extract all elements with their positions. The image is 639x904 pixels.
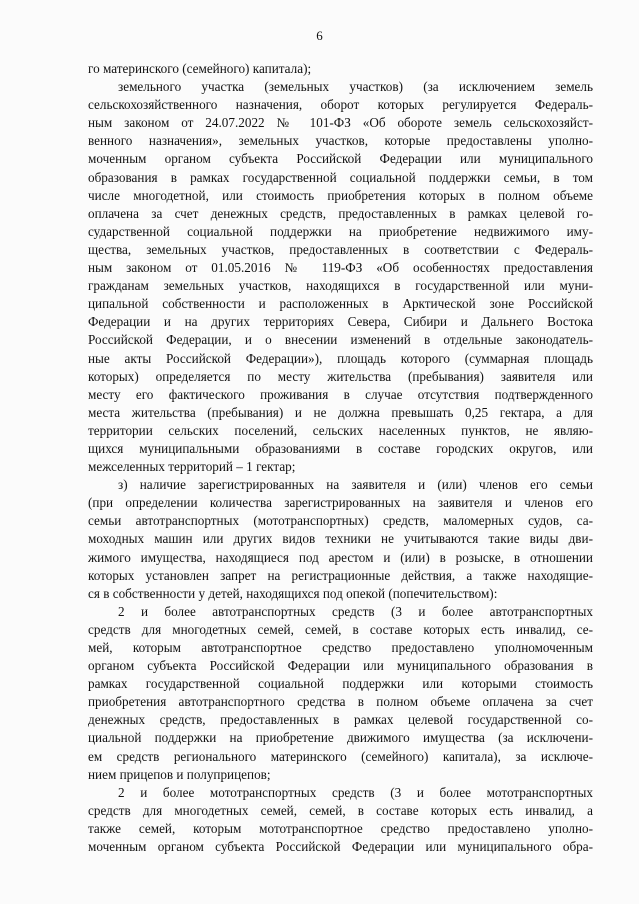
text-line: территории сельских поселений, сельских населенных пунктов, не являю- [88,422,593,438]
text-line: ем средств регионального материнского (семейного) капитала), за исключе- [88,748,593,764]
page-number: 6 [316,28,323,43]
text-line: средств для многодетных семей, семей, в составе которых есть инвалид, а [88,802,593,818]
text-line: ные акты Российской Федерации»), площадь которого (суммарная площадь [88,350,593,366]
text-line: оплачена за счет денежных средств, предоставленных в рамках целевой го- [88,205,593,221]
text-line: ципальной собственности и расположенных в Арктической зоне Российской [88,296,593,312]
text-line: щества, земельных участков, предоставленных в соответствии с Федераль- [88,241,593,257]
text-line: которых) определяется по месту жительства (пребывания) заявителя или [88,368,593,384]
text-line: органом субъекта Российской Федерации или муниципального образования в [88,658,593,674]
text-line: числе многодетной, или стоимость приобретения которых в полном объеме [88,187,593,203]
text-line: щихся муниципальными образованиями в составе городских округов, или [88,440,593,456]
text-line: также семей, которым мототранспортное средство предоставлено уполно- [88,820,593,836]
text-line: межселенных территорий – 1 гектар; [88,459,296,475]
document-body [88,60,593,856]
text-line: го материнского (семейного) капитала); [88,61,312,76]
text-line: ным законом от 24.07.2022 № 101-ФЗ «Об обороте земель сельскохозяйст- [88,115,593,131]
text-line: рамках государственной социальной поддержки или которыми стоимость [88,676,593,692]
text-line: образования в рамках государственной социальной поддержки семьи, в том [88,169,593,185]
text-line: венного назначения», земельных участков, которые предоставлены уполно- [88,133,593,149]
text-line: места жительства (пребывания) и не должна превышать 0,25 гектара, а для [88,404,593,420]
text-line: (при определении количества зарегистрированных на заявителя и членов его [88,495,593,511]
text-line: ся в собственности у детей, находящихся под опекой (попечительством): [88,585,498,601]
text-line: приобретения автотранспортного средства в полном объеме оплачена за счет [88,694,593,710]
text-line: моходных машин или других видов техники не учитываются такие виды дви- [88,531,593,547]
text-line: земельного участка (земельных участков) (за исключением земель [118,79,593,95]
text-line: денежных средств, предоставленных в рамках целевой государственной со- [88,712,593,728]
text-line: ным законом от 01.05.2016 № 119-ФЗ «Об особенностях предоставления [88,260,593,276]
text-line: гражданам земельных участков, находящихся в государственной или муни- [88,278,593,294]
text-line: моченным органом субъекта Российской Федерации или муниципального обра- [88,839,593,855]
text-line: 2 и более автотранспортных средств (3 и более автотранспортных [118,603,593,619]
text-line: моченным органом субъекта Российской Федерации или муниципального [88,151,593,167]
text-line: жимого имущества, находящиеся под арестом и (или) в розыске, в отношении [88,549,593,565]
text-line: нием прицепов и полуприцепов; [88,766,271,782]
text-line: 2 и более мототранспортных средств (3 и более мототранспортных [118,784,593,800]
text-line: семьи автотранспортных (мототранспортных) средств, маломерных судов, са- [88,513,593,529]
text-line: сельскохозяйственного назначения, оборот которых регулируется Федераль- [88,97,593,113]
text-line: мей, которым автотранспортное средство предоставлено уполномоченным [88,640,593,655]
text-line: циальной поддержки на приобретение движимого имущества (за исключени- [88,730,593,746]
text-line: Федерации и на других территориях Севера, Сибири и Дальнего Востока [88,314,593,330]
text-line: месту его фактического проживания в случае отсутствия подтвержденного [88,386,593,402]
text-line: которых установлен запрет на регистрационные действия, а также находящие- [88,567,593,583]
text-line: средств для многодетных семей, семей, в составе которых есть инвалид, се- [88,621,593,637]
text-line: сударственной социальной поддержки на приобретение недвижимого иму- [88,223,593,239]
text-line: з) наличие зарегистрированных на заявителя и (или) членов его семьи [118,477,593,493]
text-line: Российской Федерации, и о внесении изменений в отдельные законодатель- [88,332,593,348]
